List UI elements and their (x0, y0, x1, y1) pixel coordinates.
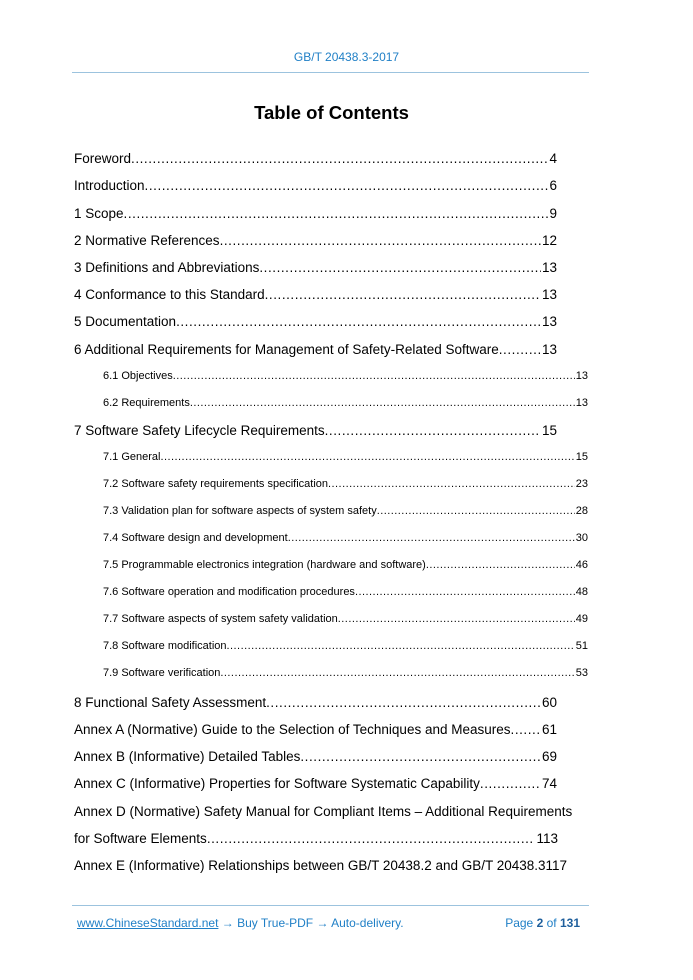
toc-entry-text: Annex A (Normative) Guide to the Selection of Techniques and Measures (74, 722, 511, 737)
toc-entry-text: 7.1 General (103, 451, 161, 463)
leader-dots (124, 206, 549, 221)
toc-entry-text: 6 Additional Requirements for Management of Safety-Related Software (74, 342, 499, 357)
toc-entry-text: Annex C (Informative) Properties for Software Systematic Capability (74, 776, 480, 791)
toc-entry-page: 13 (575, 397, 588, 409)
toc-entry-page: 46 (575, 559, 588, 571)
toc-entry-text: 5 Documentation (74, 314, 177, 329)
header-divider (72, 72, 589, 73)
toc-entry-page: 9 (549, 206, 557, 221)
leader-dots (176, 314, 541, 329)
toc-entry-documentation[interactable] (74, 314, 557, 329)
toc-entry-text: 6.2 Requirements (103, 397, 190, 409)
total-pages: 131 (559, 916, 580, 930)
toc-entry-text: 7 Software Safety Lifecycle Requirements (74, 423, 325, 438)
leader-dots (325, 423, 541, 438)
toc-entry-text: Foreword (74, 151, 132, 166)
toc-entry-foreword[interactable] (74, 151, 557, 166)
toc-entry-functional-safety-assessment[interactable] (74, 695, 557, 710)
toc-entry-page: 13 (541, 287, 557, 302)
toc-entry-page: 74 (541, 776, 557, 791)
toc-entry-normative-references[interactable] (74, 233, 557, 248)
toc-entry-page: 113 (536, 831, 558, 846)
footer-promo-text: → Buy True-PDF → Auto-delivery. (221, 916, 404, 930)
leader-dots (338, 613, 575, 625)
toc-entry-page: 15 (575, 451, 588, 463)
toc-entry-page: 13 (575, 370, 588, 382)
leader-dots (265, 287, 541, 302)
toc-entry-annex-d[interactable] (74, 804, 572, 819)
toc-entry-text: 1 Scope (74, 206, 124, 221)
footer (77, 916, 580, 930)
toc-entry-scope[interactable] (74, 206, 557, 221)
toc-entry-page: 30 (575, 532, 588, 544)
leader-dots (266, 695, 541, 710)
leader-dots (145, 178, 549, 193)
toc-entry-text: 6.1 Objectives (103, 370, 173, 382)
footer-site-link[interactable]: www.ChineseStandard.net (77, 916, 219, 930)
toc-entry-page: 13 (541, 314, 557, 329)
toc-entry-text: Introduction (74, 178, 145, 193)
leader-dots (207, 831, 536, 846)
leader-dots (220, 233, 541, 248)
toc-entry-page: 6 (549, 178, 557, 193)
toc-entry-text: 7.8 Software modification (103, 640, 227, 652)
toc-entry-page: 15 (541, 423, 557, 438)
toc-entry-7-8[interactable] (103, 640, 588, 652)
toc-entry-introduction[interactable] (74, 178, 557, 193)
toc-entry-7-4[interactable] (103, 532, 588, 544)
toc-entry-7-1[interactable] (103, 451, 588, 463)
toc-entry-text: 7.7 Software aspects of system safety validation (103, 613, 338, 625)
toc-entry-text: 7.9 Software verification (103, 667, 221, 679)
toc-entry-7-6[interactable] (103, 586, 588, 598)
toc-entry-additional-requirements[interactable] (74, 342, 557, 357)
leader-dots (160, 451, 574, 463)
toc-entry-page: 60 (541, 695, 557, 710)
toc-entry-page: 13 (541, 260, 557, 275)
toc-entry-page: 49 (575, 613, 588, 625)
toc-entry-text: 2 Normative References (74, 233, 220, 248)
current-page: 2 (536, 916, 544, 930)
leader-dots (499, 342, 541, 357)
toc-entry-7-3[interactable] (103, 505, 588, 517)
leader-dots (220, 667, 574, 679)
page-title: Table of Contents (254, 102, 409, 123)
toc-entry-annex-e[interactable] (74, 858, 567, 873)
toc-entry-conformance[interactable] (74, 287, 557, 302)
page-label: Page (505, 916, 534, 930)
toc-entry-text: Annex B (Informative) Detailed Tables (74, 749, 301, 764)
toc-entry-7-5[interactable] (103, 559, 588, 571)
toc-entry-page: 23 (575, 478, 588, 490)
leader-dots (328, 478, 575, 490)
toc-entry-page: 69 (541, 749, 557, 764)
leader-dots (131, 151, 548, 166)
toc-entry-text: 3 Definitions and Abbreviations (74, 260, 260, 275)
toc-entry-page: 4 (549, 151, 557, 166)
toc-entry-page: 53 (575, 667, 588, 679)
toc-entry-text: Annex D (Normative) Safety Manual for Compliant Items – Additional Requirements (74, 804, 573, 819)
toc-entry-annex-d-continued[interactable] (74, 831, 558, 846)
toc-entry-definitions[interactable] (74, 260, 557, 275)
document-id: GB/T 20438.3-2017 (293, 50, 400, 64)
toc-entry-text: for Software Elements (74, 831, 207, 846)
toc-entry-7-9[interactable] (103, 667, 588, 679)
footer-divider (72, 905, 589, 906)
toc-entry-7-7[interactable] (103, 613, 588, 625)
toc-entry-text: 7.5 Programmable electronics integration (hardware and software) (103, 559, 426, 571)
toc-entry-annex-a[interactable] (74, 722, 557, 737)
toc-entry-7-2[interactable] (103, 478, 588, 490)
page-indicator (505, 916, 580, 930)
leader-dots (377, 505, 575, 517)
leader-dots (511, 722, 541, 737)
footer-promo (77, 916, 404, 930)
leader-dots (288, 532, 575, 544)
toc-entry-text: 7.3 Validation plan for software aspects of system safety (103, 505, 377, 517)
leader-dots (227, 640, 575, 652)
leader-dots (173, 370, 575, 382)
toc-entry-page: 48 (575, 586, 588, 598)
toc-entry-text: 4 Conformance to this Standard (74, 287, 265, 302)
toc-entry-text: 7.6 Software operation and modification procedures (103, 586, 355, 598)
toc-entry-page: 28 (575, 505, 588, 517)
toc-entry-page: 61 (541, 722, 557, 737)
toc-entry-annex-b[interactable] (74, 749, 557, 764)
leader-dots (426, 559, 575, 571)
toc-entry-text: 7.4 Software design and development (103, 532, 288, 544)
toc-entry-page: 117 (545, 858, 568, 873)
leader-dots (190, 397, 575, 409)
leader-dots (355, 586, 575, 598)
toc-entry-6-1[interactable] (103, 370, 588, 382)
toc-entry-text: 8 Functional Safety Assessment (74, 695, 267, 710)
of-label: of (546, 916, 557, 930)
toc-entry-page: 51 (575, 640, 588, 652)
toc-entry-annex-c[interactable] (74, 776, 557, 791)
toc-entry-text: Annex E (Informative) Relationships between GB/T 20438.2 and GB/T 20438.3 (74, 858, 546, 873)
leader-dots (300, 749, 541, 764)
toc-entry-page: 13 (541, 342, 557, 357)
toc-entry-6-2[interactable] (103, 397, 588, 409)
leader-dots (259, 260, 541, 275)
toc-entry-text: 7.2 Software safety requirements specification (103, 478, 329, 490)
toc-entry-software-safety-lifecycle[interactable] (74, 423, 557, 438)
leader-dots (480, 776, 541, 791)
toc-entry-page: 12 (541, 233, 557, 248)
